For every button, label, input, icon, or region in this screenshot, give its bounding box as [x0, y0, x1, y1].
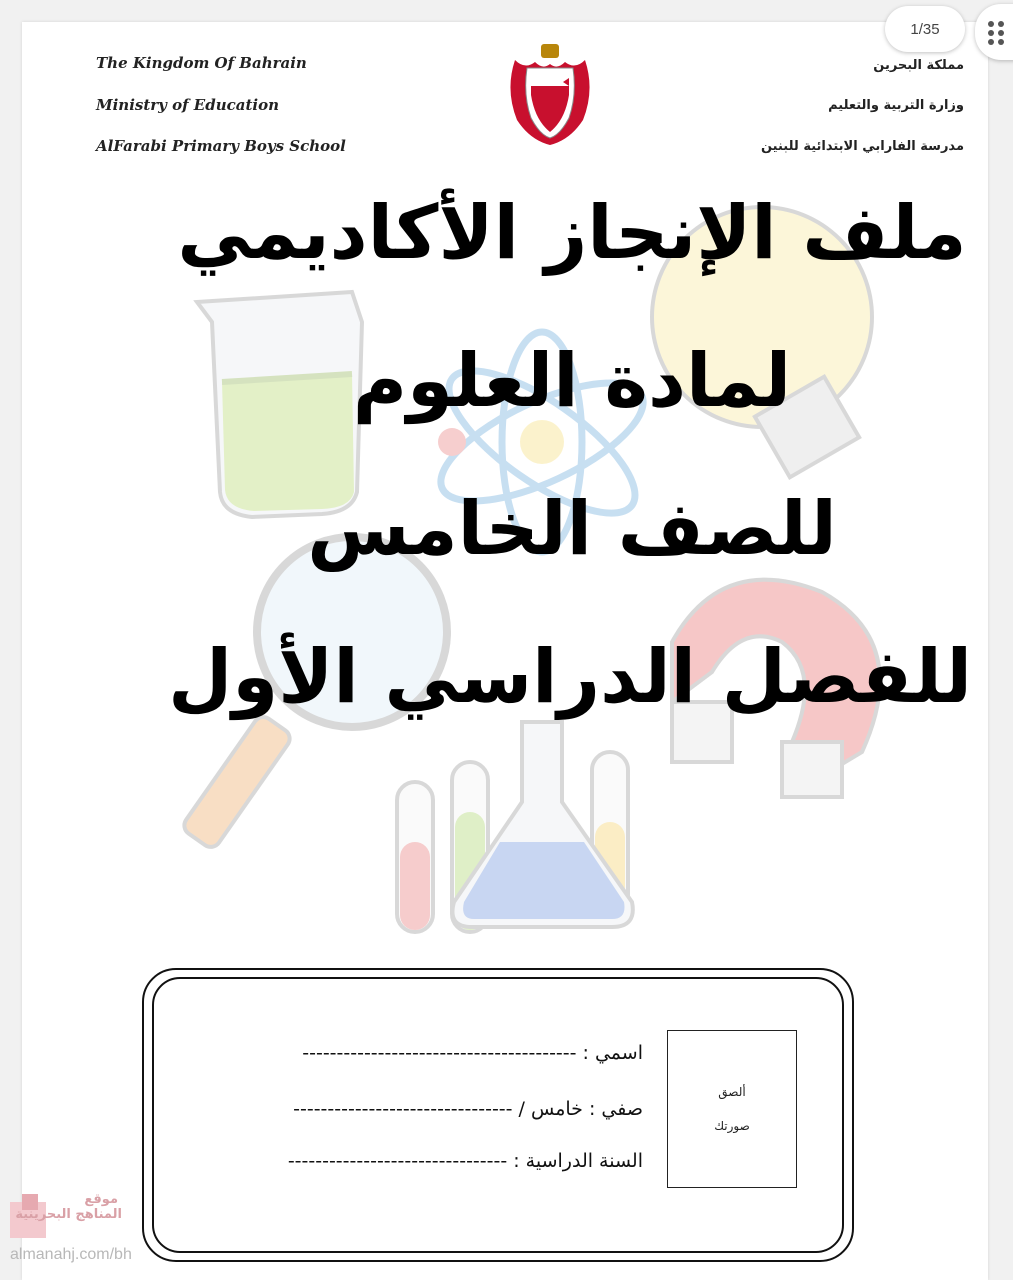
bahrain-emblem-icon	[505, 40, 595, 150]
title-line-1: ملف الإنجاز الأكاديمي	[177, 190, 967, 276]
header-school-en: AlFarabi Primary Boys School	[96, 137, 346, 155]
watermark-site-name	[15, 1192, 122, 1222]
document-page	[15, 22, 988, 1280]
photo-placeholder	[667, 1030, 797, 1188]
dots-grid-icon	[987, 20, 1007, 46]
photo-label-your-photo: صورتك	[714, 1119, 750, 1133]
header-kingdom-en: The Kingdom Of Bahrain	[96, 54, 307, 72]
header-ministry-en: Ministry of Education	[96, 96, 280, 114]
watermark-line-1: موقع	[84, 1192, 118, 1207]
watermark-url: almanahj.com/bh	[10, 1246, 132, 1263]
title-line-4: للفصل الدراسي الأول	[168, 634, 972, 720]
header-ministry-ar: وزارة التربية والتعليم	[828, 98, 964, 113]
header-kingdom-ar: مملكة البحرين	[873, 58, 964, 73]
name-field: اسمي : ----------------------------------------	[302, 1042, 643, 1064]
title-line-2: لمادة العلوم	[352, 338, 792, 424]
watermark-line-2: المناهج البحرينية	[15, 1207, 122, 1222]
photo-label-paste: ألصق	[718, 1085, 746, 1099]
header-school-ar: مدرسة الفارابي الابتدائية للبنين	[760, 139, 964, 154]
page-counter: 1/35	[885, 6, 965, 52]
school-year-field: السنة الدراسية : --------------------------------	[287, 1150, 643, 1172]
title-line-3: للصف الخامس	[307, 486, 837, 572]
class-field: صفي : خامس / --------------------------------	[293, 1098, 643, 1120]
